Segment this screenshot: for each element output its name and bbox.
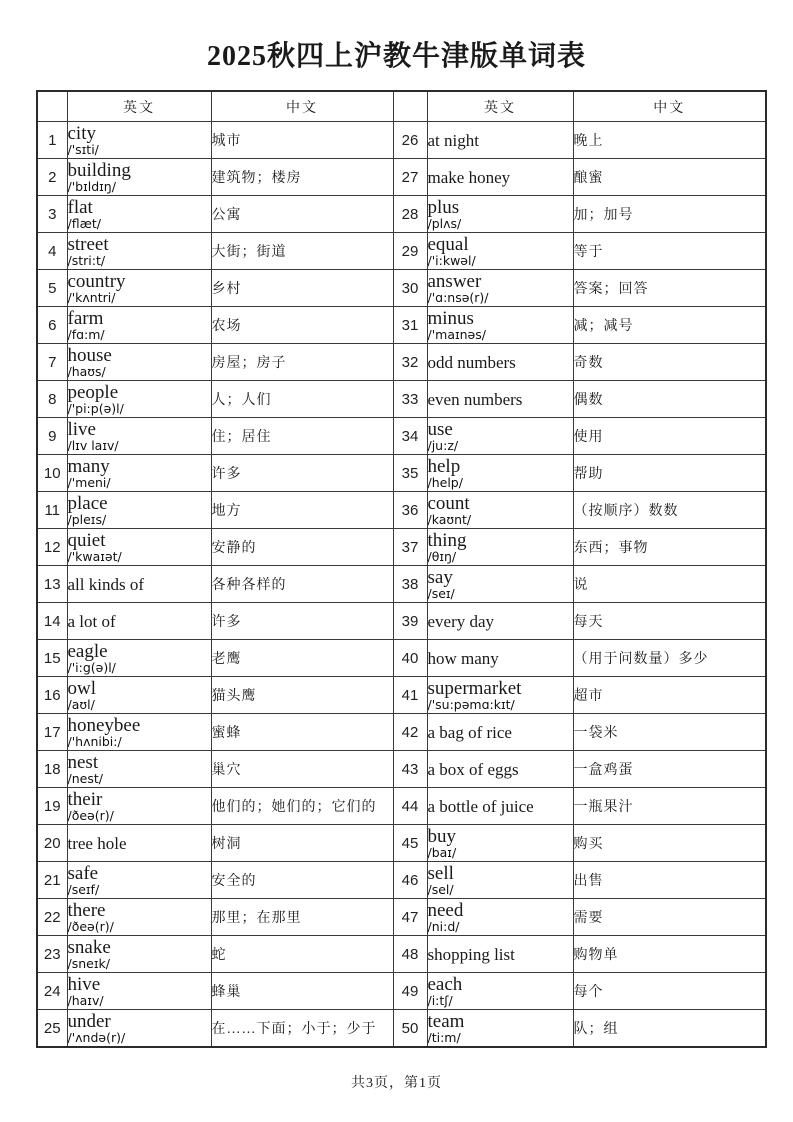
english-word: their [67, 788, 103, 810]
english-word: sell [427, 862, 454, 884]
chinese-meaning-cell: 加；加号 [573, 196, 766, 233]
chinese-meaning-cell: 大街；街道 [211, 233, 393, 270]
english-word: odd numbers [427, 352, 516, 372]
chinese-meaning-cell: 减；减号 [573, 307, 766, 344]
table-row [37, 603, 766, 640]
phonetic-transcription: /'kʌntri/ [67, 289, 116, 305]
row-number: 39 [393, 603, 427, 640]
english-word-cell [67, 418, 211, 455]
chinese-meaning-cell: 公寓 [211, 196, 393, 233]
header-number-blank [393, 91, 427, 122]
row-number: 37 [393, 529, 427, 566]
english-word-cell [427, 825, 573, 862]
chinese-meaning-cell: 地方 [211, 492, 393, 529]
row-number: 40 [393, 640, 427, 677]
row-number: 3 [37, 196, 67, 233]
row-number: 4 [37, 233, 67, 270]
row-number: 1 [37, 122, 67, 159]
chinese-meaning-cell: 使用 [573, 418, 766, 455]
row-number: 35 [393, 455, 427, 492]
english-word: many [67, 455, 110, 477]
chinese-meaning-cell: 树洞 [211, 825, 393, 862]
english-word-cell [67, 973, 211, 1010]
row-number: 26 [393, 122, 427, 159]
chinese-meaning-cell: （用于问数量）多少 [573, 640, 766, 677]
english-word-cell [67, 751, 211, 788]
page-title: 2025秋四上沪教牛津版单词表 [206, 41, 586, 72]
vocabulary-table [36, 90, 767, 1048]
english-word-cell [427, 492, 573, 529]
english-word-cell [67, 233, 211, 270]
phonetic-transcription: /haʊs/ [67, 363, 106, 379]
chinese-meaning-cell: 出售 [573, 862, 766, 899]
chinese-meaning-cell: 晚上 [573, 122, 766, 159]
page-number-footer: 共3页，第1页 [351, 1076, 442, 1091]
english-word-cell [67, 344, 211, 381]
phonetic-transcription: /sneɪk/ [67, 955, 110, 971]
row-number: 45 [393, 825, 427, 862]
row-number: 42 [393, 714, 427, 751]
table-row [37, 455, 766, 492]
english-word-cell [427, 677, 573, 714]
chinese-meaning-cell: 偶数 [573, 381, 766, 418]
english-word: supermarket [427, 677, 522, 699]
table-row [37, 788, 766, 825]
english-word-cell [67, 159, 211, 196]
row-number: 30 [393, 270, 427, 307]
english-word-cell [427, 714, 573, 751]
row-number: 19 [37, 788, 67, 825]
english-word: count [427, 492, 470, 514]
english-word: a box of eggs [427, 759, 519, 779]
row-number: 2 [37, 159, 67, 196]
chinese-meaning-cell: 许多 [211, 455, 393, 492]
english-word-cell [427, 603, 573, 640]
english-word: place [67, 492, 108, 514]
row-number: 48 [393, 936, 427, 973]
row-number: 34 [393, 418, 427, 455]
row-number: 11 [37, 492, 67, 529]
english-word-cell [427, 233, 573, 270]
row-number: 38 [393, 566, 427, 603]
english-word: snake [67, 936, 111, 958]
row-number: 23 [37, 936, 67, 973]
english-word: owl [67, 677, 96, 699]
row-number: 14 [37, 603, 67, 640]
chinese-meaning-cell: （按顺序）数数 [573, 492, 766, 529]
english-word-cell [427, 455, 573, 492]
english-word: say [427, 566, 453, 588]
phonetic-transcription: /'meni/ [67, 474, 111, 490]
english-word: flat [67, 196, 93, 218]
row-number: 10 [37, 455, 67, 492]
row-number: 43 [393, 751, 427, 788]
table-row [37, 973, 766, 1010]
chinese-meaning-cell: 蜜蜂 [211, 714, 393, 751]
chinese-meaning-cell: 每天 [573, 603, 766, 640]
phonetic-transcription: /seɪf/ [67, 881, 100, 897]
phonetic-transcription: /aʊl/ [67, 696, 95, 712]
english-word-cell [427, 936, 573, 973]
english-word-cell [67, 936, 211, 973]
row-number: 27 [393, 159, 427, 196]
phonetic-transcription: /ti:m/ [427, 1029, 461, 1045]
english-word: need [427, 899, 464, 921]
phonetic-transcription: /'ʌndə(r)/ [67, 1029, 126, 1045]
english-word-cell [67, 603, 211, 640]
chinese-meaning-cell: 一袋米 [573, 714, 766, 751]
phonetic-transcription: /'i:kwəl/ [427, 252, 476, 268]
english-word: under [67, 1010, 111, 1032]
table-row [37, 344, 766, 381]
row-number: 5 [37, 270, 67, 307]
header-number-blank [37, 91, 67, 122]
english-word-cell [67, 640, 211, 677]
english-word: city [67, 122, 96, 144]
row-number: 25 [37, 1010, 67, 1048]
phonetic-transcription: /ðeə(r)/ [67, 807, 114, 823]
table-row [37, 307, 766, 344]
english-word-cell [427, 529, 573, 566]
chinese-meaning-cell: 答案；回答 [573, 270, 766, 307]
phonetic-transcription: /'bɪldɪŋ/ [67, 178, 116, 194]
chinese-meaning-cell: 帮助 [573, 455, 766, 492]
phonetic-transcription: /'su:pəmɑ:kɪt/ [427, 696, 515, 712]
header-english-right: 英文 [427, 91, 573, 122]
english-word-cell [427, 788, 573, 825]
english-word-cell [427, 566, 573, 603]
row-number: 29 [393, 233, 427, 270]
english-word: farm [67, 307, 104, 329]
row-number: 36 [393, 492, 427, 529]
english-word: plus [427, 196, 460, 218]
english-word-cell [67, 307, 211, 344]
phonetic-transcription: /'hʌnibi:/ [67, 733, 122, 749]
english-word: help [427, 455, 461, 477]
table-row [37, 270, 766, 307]
chinese-meaning-cell: 住；居住 [211, 418, 393, 455]
chinese-meaning-cell: 巢穴 [211, 751, 393, 788]
english-word: at night [427, 130, 479, 150]
row-number: 13 [37, 566, 67, 603]
english-word: minus [427, 307, 474, 329]
english-word: a bottle of juice [427, 796, 534, 816]
table-row [37, 1010, 766, 1048]
table-row [37, 751, 766, 788]
english-word: make honey [427, 167, 511, 187]
chinese-meaning-cell: 东西；事物 [573, 529, 766, 566]
chinese-meaning-cell: 人；人们 [211, 381, 393, 418]
row-number: 9 [37, 418, 67, 455]
header-chinese-right: 中文 [573, 91, 766, 122]
table-row [37, 159, 766, 196]
english-word: tree hole [67, 833, 127, 853]
english-word-cell [67, 862, 211, 899]
chinese-meaning-cell: 乡村 [211, 270, 393, 307]
english-word-cell [427, 381, 573, 418]
table-header-row [37, 91, 766, 122]
english-word-cell [67, 825, 211, 862]
english-word: all kinds of [67, 574, 144, 594]
english-word: answer [427, 270, 482, 292]
english-word: building [67, 159, 131, 181]
row-number: 20 [37, 825, 67, 862]
row-number: 22 [37, 899, 67, 936]
phonetic-transcription: /i:tʃ/ [427, 992, 453, 1008]
row-number: 8 [37, 381, 67, 418]
table-row [37, 677, 766, 714]
phonetic-transcription: /θɪŋ/ [427, 548, 457, 564]
chinese-meaning-cell: 在……下面；小于；少于 [211, 1010, 393, 1048]
chinese-meaning-cell: 城市 [211, 122, 393, 159]
chinese-meaning-cell: 农场 [211, 307, 393, 344]
table-row [37, 492, 766, 529]
row-number: 32 [393, 344, 427, 381]
english-word: nest [67, 751, 99, 773]
english-word: how many [427, 648, 499, 668]
phonetic-transcription: /'i:g(ə)l/ [67, 659, 116, 675]
table-row [37, 566, 766, 603]
english-word-cell [67, 381, 211, 418]
phonetic-transcription: /lɪv laɪv/ [67, 437, 119, 453]
english-word: country [67, 270, 126, 292]
chinese-meaning-cell: 安全的 [211, 862, 393, 899]
english-word-cell [427, 751, 573, 788]
english-word: every day [427, 611, 495, 631]
chinese-meaning-cell: 各种各样的 [211, 566, 393, 603]
chinese-meaning-cell: 猫头鹰 [211, 677, 393, 714]
row-number: 28 [393, 196, 427, 233]
row-number: 17 [37, 714, 67, 751]
english-word-cell [67, 1010, 211, 1048]
table-row [37, 529, 766, 566]
phonetic-transcription: /pleɪs/ [67, 511, 107, 527]
english-word-cell [67, 492, 211, 529]
english-word-cell [427, 159, 573, 196]
english-word-cell [67, 122, 211, 159]
phonetic-transcription: /'maɪnəs/ [427, 326, 486, 342]
row-number: 12 [37, 529, 67, 566]
table-row [37, 899, 766, 936]
phonetic-transcription: /baɪ/ [427, 844, 457, 860]
phonetic-transcription: /ju:z/ [427, 437, 459, 453]
chinese-meaning-cell: 购物单 [573, 936, 766, 973]
chinese-meaning-cell: 那里；在那里 [211, 899, 393, 936]
english-word-cell [67, 677, 211, 714]
row-number: 6 [37, 307, 67, 344]
english-word: even numbers [427, 389, 523, 409]
row-number: 44 [393, 788, 427, 825]
chinese-meaning-cell: 购买 [573, 825, 766, 862]
chinese-meaning-cell: 房屋；房子 [211, 344, 393, 381]
english-word: there [67, 899, 106, 921]
table-row [37, 714, 766, 751]
table-row [37, 122, 766, 159]
english-word-cell [67, 270, 211, 307]
row-number: 15 [37, 640, 67, 677]
table-row [37, 381, 766, 418]
table-row [37, 640, 766, 677]
phonetic-transcription: /haɪv/ [67, 992, 104, 1008]
english-word: hive [67, 973, 101, 995]
english-word-cell [427, 862, 573, 899]
phonetic-transcription: /fɑ:m/ [67, 326, 105, 342]
chinese-meaning-cell: 老鹰 [211, 640, 393, 677]
english-word-cell [67, 714, 211, 751]
english-word: safe [67, 862, 99, 884]
english-word-cell [427, 196, 573, 233]
phonetic-transcription: /seɪ/ [427, 585, 455, 601]
english-word: a lot of [67, 611, 116, 631]
english-word: live [67, 418, 96, 440]
table-row [37, 418, 766, 455]
table-row [37, 862, 766, 899]
phonetic-transcription: /nest/ [67, 770, 103, 786]
english-word-cell [67, 788, 211, 825]
row-number: 49 [393, 973, 427, 1010]
english-word: use [427, 418, 453, 440]
english-word: equal [427, 233, 469, 255]
english-word: a bag of rice [427, 722, 512, 742]
english-word-cell [427, 973, 573, 1010]
chinese-meaning-cell: 酿蜜 [573, 159, 766, 196]
english-word-cell [427, 307, 573, 344]
english-word-cell [427, 418, 573, 455]
english-word: street [67, 233, 109, 255]
row-number: 21 [37, 862, 67, 899]
english-word-cell [427, 122, 573, 159]
phonetic-transcription: /'kwaɪət/ [67, 548, 122, 564]
row-number: 50 [393, 1010, 427, 1048]
header-chinese-left: 中文 [211, 91, 393, 122]
phonetic-transcription: /plʌs/ [427, 215, 462, 231]
english-word-cell [67, 529, 211, 566]
english-word: team [427, 1010, 465, 1032]
table-row [37, 825, 766, 862]
phonetic-transcription: /ni:d/ [427, 918, 460, 934]
english-word: people [67, 381, 119, 403]
chinese-meaning-cell: 一盒鸡蛋 [573, 751, 766, 788]
english-word: house [67, 344, 112, 366]
chinese-meaning-cell: 一瓶果汁 [573, 788, 766, 825]
chinese-meaning-cell: 奇数 [573, 344, 766, 381]
english-word-cell [67, 455, 211, 492]
english-word: thing [427, 529, 467, 551]
row-number: 41 [393, 677, 427, 714]
row-number: 33 [393, 381, 427, 418]
english-word: shopping list [427, 944, 515, 964]
english-word: buy [427, 825, 456, 847]
chinese-meaning-cell: 等于 [573, 233, 766, 270]
chinese-meaning-cell: 建筑物；楼房 [211, 159, 393, 196]
phonetic-transcription: /ðeə(r)/ [67, 918, 114, 934]
chinese-meaning-cell: 每个 [573, 973, 766, 1010]
english-word: honeybee [67, 714, 141, 736]
header-english-left: 英文 [67, 91, 211, 122]
table-row [37, 936, 766, 973]
row-number: 16 [37, 677, 67, 714]
table-row [37, 196, 766, 233]
english-word-cell [427, 344, 573, 381]
phonetic-transcription: /help/ [427, 474, 463, 490]
phonetic-transcription: /stri:t/ [67, 252, 106, 268]
row-number: 47 [393, 899, 427, 936]
phonetic-transcription: /'pi:p(ə)l/ [67, 400, 124, 416]
phonetic-transcription: /flæt/ [67, 215, 101, 231]
chinese-meaning-cell: 需要 [573, 899, 766, 936]
english-word-cell [427, 899, 573, 936]
english-word-cell [67, 196, 211, 233]
row-number: 46 [393, 862, 427, 899]
phonetic-transcription: /sel/ [427, 881, 454, 897]
row-number: 7 [37, 344, 67, 381]
english-word-cell [67, 566, 211, 603]
row-number: 24 [37, 973, 67, 1010]
phonetic-transcription: /'sɪti/ [67, 141, 99, 157]
chinese-meaning-cell: 超市 [573, 677, 766, 714]
row-number: 18 [37, 751, 67, 788]
english-word: quiet [67, 529, 106, 551]
chinese-meaning-cell: 蛇 [211, 936, 393, 973]
phonetic-transcription: /kaʊnt/ [427, 511, 472, 527]
english-word-cell [427, 1010, 573, 1048]
chinese-meaning-cell: 安静的 [211, 529, 393, 566]
english-word-cell [427, 270, 573, 307]
chinese-meaning-cell: 许多 [211, 603, 393, 640]
row-number: 31 [393, 307, 427, 344]
chinese-meaning-cell: 队；组 [573, 1010, 766, 1048]
chinese-meaning-cell: 说 [573, 566, 766, 603]
chinese-meaning-cell: 蜂巢 [211, 973, 393, 1010]
english-word-cell [67, 899, 211, 936]
english-word: eagle [67, 640, 108, 662]
phonetic-transcription: /'ɑ:nsə(r)/ [427, 289, 489, 305]
english-word-cell [427, 640, 573, 677]
table-row [37, 233, 766, 270]
english-word: each [427, 973, 463, 995]
chinese-meaning-cell: 他们的；她们的；它们的 [211, 788, 393, 825]
